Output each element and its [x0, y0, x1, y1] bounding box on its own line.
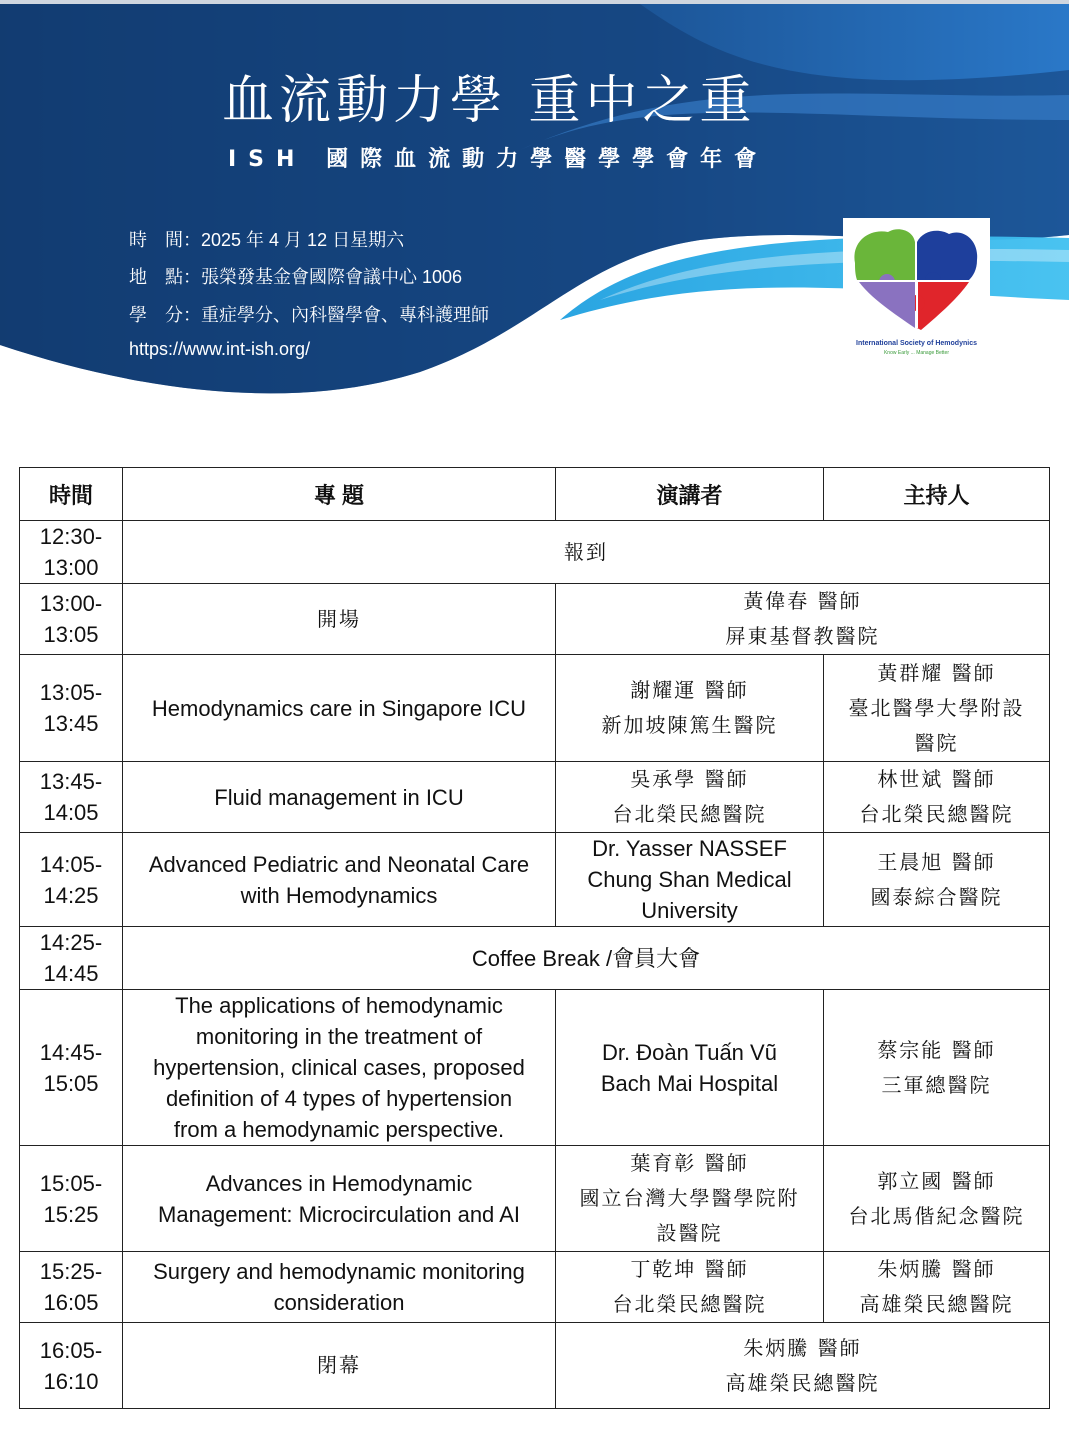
topic-cell-line: Advanced Pediatric and Neonatal Care	[148, 851, 530, 877]
host-cell	[824, 990, 1050, 1146]
topic-cell	[123, 584, 556, 655]
event-title: 血流動力學 重中之重	[222, 71, 757, 131]
topic-cell	[123, 1252, 556, 1323]
topic-cell-line: hypertension, clinical cases, proposed	[153, 1055, 525, 1080]
host-cell-line: 臺北醫學大學附設	[848, 695, 1025, 720]
host-cell-line: 醫院	[914, 730, 959, 755]
schedule-body	[20, 521, 1050, 1409]
table-row	[20, 655, 1050, 762]
time-cell	[20, 655, 123, 762]
time-text: 13:45-	[39, 769, 103, 794]
society-logo	[843, 218, 990, 358]
speaker-cell-line: 設醫院	[656, 1221, 723, 1245]
speaker-cell-line: 丁乾坤 醫師	[630, 1257, 749, 1281]
speaker-cell	[556, 1252, 824, 1323]
host-cell-line: 高雄榮民總醫院	[859, 1292, 1014, 1316]
header-time: 時間	[20, 468, 123, 521]
speaker-cell-line: University	[641, 898, 738, 923]
speaker-cell	[556, 1323, 1050, 1409]
speaker-cell-line: 吳承學 醫師	[630, 767, 749, 791]
info-credits-label: 學 分：	[129, 305, 201, 325]
host-cell-line: 黃群耀 醫師	[877, 660, 996, 685]
table-row	[20, 833, 1050, 927]
host-cell-line: 王晨旭 醫師	[877, 849, 996, 874]
table-row	[20, 762, 1050, 833]
topic-cell	[123, 655, 556, 762]
table-header-row	[20, 468, 1050, 521]
speaker-cell-line: 葉育彰 醫師	[630, 1151, 749, 1175]
time-text: 15:05-	[39, 1170, 103, 1196]
speaker-cell	[556, 990, 824, 1146]
topic-cell-line: 開場	[317, 606, 361, 631]
speaker-cell-line: Dr. Yasser NASSEF	[592, 836, 787, 861]
host-cell	[824, 762, 1050, 833]
topic-cell	[123, 990, 556, 1146]
host-cell-line: 郭立國 醫師	[877, 1168, 996, 1193]
topic-cell-line: 報到	[564, 539, 608, 564]
time-cell	[20, 990, 123, 1146]
host-cell-line: 朱炳騰 醫師	[877, 1257, 996, 1281]
time-text: 15:25	[43, 1201, 99, 1227]
info-venue	[129, 263, 462, 289]
topic-cell	[123, 833, 556, 927]
info-date	[129, 226, 404, 252]
time-text: 16:05	[43, 1290, 99, 1315]
speaker-cell	[556, 762, 824, 833]
host-cell	[824, 1252, 1050, 1323]
host-cell-line: 蔡宗能 醫師	[877, 1037, 996, 1062]
header-host: 主持人	[824, 468, 1050, 521]
time-text: 13:05-	[39, 680, 103, 705]
header-topic: 專 題	[123, 468, 556, 521]
host-cell-line: 林世斌 醫師	[877, 767, 996, 791]
time-text: 14:45-	[39, 1039, 103, 1065]
topic-cell	[123, 762, 556, 833]
time-text: 14:25-	[39, 930, 103, 955]
time-text: 13:45	[43, 711, 99, 736]
topic-cell-line: The applications of hemodynamic	[175, 993, 503, 1018]
time-cell	[20, 584, 123, 655]
speaker-cell-line: Bach Mai Hospital	[600, 1070, 779, 1096]
speaker-cell	[556, 833, 824, 927]
topic-cell-line: Advances in Hemodynamic	[205, 1170, 473, 1196]
info-date-value: 2025 年 4 月 12 日星期六	[201, 230, 405, 250]
speaker-cell-line: Dr. Đoàn Tuấn Vũ	[602, 1039, 777, 1065]
topic-cell	[123, 521, 1050, 584]
topic-cell-line: 閉幕	[317, 1353, 361, 1377]
table-row	[20, 927, 1050, 990]
time-text: 13:00	[43, 555, 99, 580]
table-row	[20, 1252, 1050, 1323]
topic-cell-line: from a hemodynamic perspective.	[173, 1117, 505, 1142]
topic-cell-line: monitoring in the treatment of	[195, 1024, 483, 1049]
speaker-cell-line: 屏東基督教醫院	[725, 624, 880, 648]
host-cell	[824, 833, 1050, 927]
host-cell-line: 台北榮民總醫院	[859, 802, 1014, 826]
time-cell	[20, 762, 123, 833]
table-row	[20, 990, 1050, 1146]
speaker-cell-line: 新加坡陳篤生醫院	[601, 713, 778, 737]
time-cell	[20, 1252, 123, 1323]
time-text: 13:00-	[39, 591, 103, 616]
header-speaker: 演講者	[556, 468, 824, 521]
time-text: 12:30-	[39, 524, 103, 549]
time-cell	[20, 833, 123, 927]
time-text: 14:25	[43, 882, 99, 908]
speaker-cell	[556, 584, 1050, 655]
time-text: 16:10	[43, 1368, 99, 1394]
topic-cell-line: definition of 4 types of hypertension	[165, 1086, 513, 1111]
host-cell-line: 三軍總醫院	[881, 1072, 992, 1097]
info-venue-value: 張榮發基金會國際會議中心 1006	[201, 267, 463, 287]
host-cell-line: 台北馬偕紀念醫院	[848, 1203, 1025, 1228]
speaker-cell-line: 朱炳騰 醫師	[743, 1335, 862, 1360]
table-row	[20, 584, 1050, 655]
time-text: 14:05	[43, 800, 99, 825]
time-text: 15:25-	[39, 1259, 103, 1284]
time-text: 13:05	[43, 622, 99, 647]
speaker-cell-line: 黃偉春 醫師	[743, 589, 862, 613]
event-subtitle: ISH 國際血流動力學醫學學會年會	[228, 147, 769, 172]
host-cell	[824, 655, 1050, 762]
table-row	[20, 1323, 1050, 1409]
speaker-cell-line: 台北榮民總醫院	[612, 1292, 767, 1316]
info-venue-label: 地 點：	[129, 267, 201, 287]
speaker-cell	[556, 1146, 824, 1252]
website-link[interactable]: https://www.int-ish.org/	[129, 339, 311, 359]
topic-cell	[123, 1146, 556, 1252]
speaker-cell-line: 台北榮民總醫院	[612, 802, 767, 826]
host-cell	[824, 1146, 1050, 1252]
info-credits	[129, 301, 489, 327]
time-text: 15:05	[43, 1070, 99, 1096]
time-text: 16:05-	[39, 1337, 103, 1363]
logo-tagline: Know Early ... Manage Better	[883, 350, 950, 356]
info-credits-value: 重症學分、內科醫學會、專科護理師	[201, 305, 489, 325]
time-cell	[20, 927, 123, 990]
topic-cell	[123, 1323, 556, 1409]
topic-cell-line: consideration	[273, 1290, 405, 1315]
time-cell	[20, 1146, 123, 1252]
speaker-cell	[556, 655, 824, 762]
topic-cell-line: Management: Microcirculation and AI	[158, 1201, 520, 1227]
speaker-cell-line: Chung Shan Medical	[587, 867, 792, 892]
topic-cell	[123, 927, 1050, 990]
topic-cell-line: Surgery and hemodynamic monitoring	[153, 1259, 525, 1284]
header-banner	[0, 0, 1069, 420]
table-row	[20, 1146, 1050, 1252]
topic-cell-line: Fluid management in ICU	[214, 784, 464, 810]
topic-cell-line: Coffee Break /會員大會	[471, 945, 701, 971]
topic-cell-line: with Hemodynamics	[240, 882, 438, 908]
host-cell-line: 國泰綜合醫院	[870, 884, 1003, 909]
puzzle-heart-icon	[843, 218, 990, 340]
speaker-cell-line: 國立台灣大學醫學院附	[579, 1186, 800, 1210]
topic-cell-line: Hemodynamics care in Singapore ICU	[151, 695, 527, 721]
time-text: 14:45	[43, 961, 99, 986]
schedule-table	[19, 467, 1050, 1409]
speaker-cell-line: 高雄榮民總醫院	[725, 1370, 880, 1395]
time-text: 14:05-	[39, 851, 103, 877]
speaker-cell-line: 謝耀運 醫師	[630, 678, 749, 702]
info-date-label: 時 間：	[129, 230, 201, 250]
table-row	[20, 521, 1050, 584]
time-cell	[20, 521, 123, 584]
logo-name: International Society of Hemodynics	[856, 340, 977, 347]
time-cell	[20, 1323, 123, 1409]
